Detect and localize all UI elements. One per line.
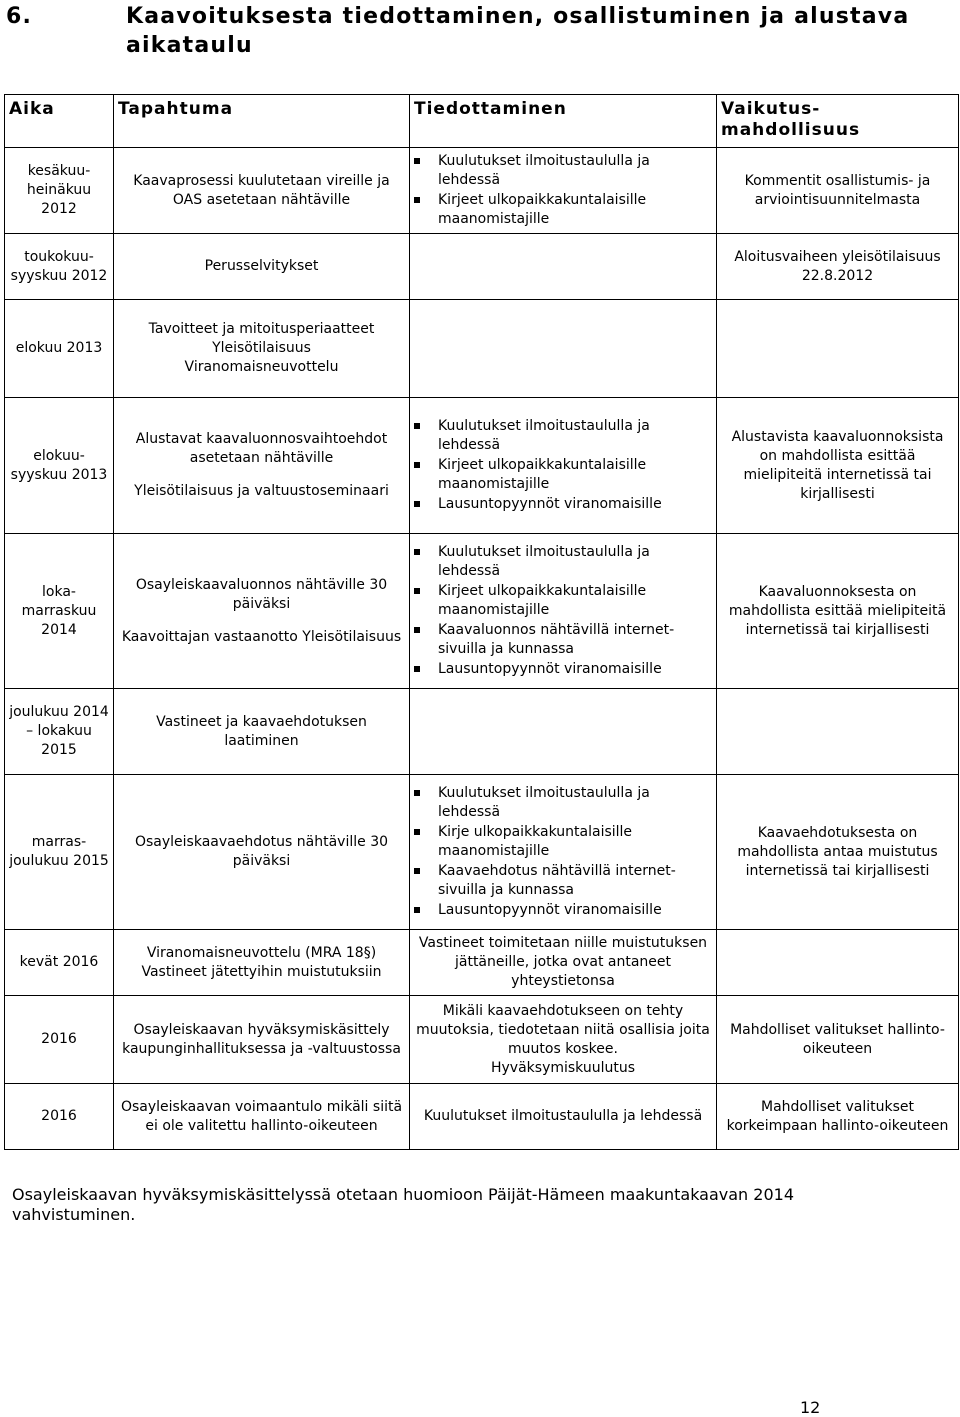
table-row xyxy=(5,300,959,398)
event-cell xyxy=(114,930,410,996)
impact-cell: Alustavista kaavaluonnoksista on mahdollista esittää mielipiteitä internetissä tai kirjallisesti xyxy=(717,398,959,534)
event-text: Perusselvitykset xyxy=(204,258,319,274)
time-cell: elokuu 2013 xyxy=(5,300,114,398)
table-row xyxy=(5,148,959,234)
event-text: Kaavaprosessi kuulutetaan vireille ja OAS asetetaan nähtäville xyxy=(133,172,390,208)
impact-cell xyxy=(717,300,959,398)
info-item: Kuulutukset ilmoitustaululla ja lehdessä xyxy=(414,543,712,581)
time-cell: elokuu-syyskuu 2013 xyxy=(5,398,114,534)
info-item: Lausuntopyynnöt viranomaisille xyxy=(414,901,712,920)
info-item: Kaavaluonnos nähtävillä internet-sivuilla ja kunnassa xyxy=(414,621,712,659)
time-cell: 2016 xyxy=(5,1084,114,1150)
event-text: Viranomaisneuvottelu xyxy=(184,359,339,375)
info-item: Lausuntopyynnöt viranomaisille xyxy=(414,660,712,679)
section-title: Kaavoituksesta tiedottaminen, osallistuminen ja alustava aikataulu xyxy=(126,4,910,58)
footnote: Osayleiskaavan hyväksymiskäsittelyssä otetaan huomioon Päijät-Hämeen maakuntakaavan 2014 vahvistuminen. xyxy=(12,1185,794,1224)
event-text: Tavoitteet ja mitoitusperiaatteet xyxy=(148,321,375,337)
event-text: Vastineet ja kaavaehdotuksen laatiminen xyxy=(156,713,367,749)
table-row xyxy=(5,930,959,996)
info-cell xyxy=(410,148,717,234)
header-aika: Aika xyxy=(5,95,114,148)
table-row xyxy=(5,689,959,775)
event-cell xyxy=(114,534,410,689)
event-text: Yleisötilaisuus ja valtuustoseminaari xyxy=(134,483,389,499)
event-cell xyxy=(114,1084,410,1150)
info-item: Kirjeet ulkopaikkakuntalaisille maanomistajille xyxy=(414,456,712,494)
impact-cell: Kaavaehdotuksesta on mahdollista antaa muistutus internetissä tai kirjallisesti xyxy=(717,775,959,930)
table-header-row xyxy=(5,95,959,148)
event-cell xyxy=(114,234,410,300)
info-cell xyxy=(410,689,717,775)
event-text: Yleisötilaisuus xyxy=(212,340,311,356)
info-item: Kuulutukset ilmoitustaululla ja lehdessä xyxy=(414,784,712,822)
impact-cell: Mahdolliset valitukset korkeimpaan hallinto-oikeuteen xyxy=(717,1084,959,1150)
info-item: Kaavaehdotus nähtävillä internet-sivuilla ja kunnassa xyxy=(414,862,712,900)
schedule-table xyxy=(4,94,959,1150)
event-text: Alustavat kaavaluonnosvaihtoehdot asetetaan nähtäville xyxy=(135,431,388,466)
impact-cell: Kaavaluonnoksesta on mahdollista esittää mielipiteitä internetissä tai kirjallisesti xyxy=(717,534,959,689)
info-cell xyxy=(410,1084,717,1150)
info-cell xyxy=(410,234,717,300)
info-cell xyxy=(410,775,717,930)
info-cell xyxy=(410,930,717,996)
event-text: Osayleiskaavan voimaantulo mikäli siitä ei ole valitettu hallinto-oikeuteen xyxy=(120,1098,403,1134)
time-cell: kevät 2016 xyxy=(5,930,114,996)
table-row xyxy=(5,1084,959,1150)
info-item: Kirjeet ulkopaikkakuntalaisille maanomistajille xyxy=(414,191,712,229)
info-cell xyxy=(410,398,717,534)
page-number: 12 xyxy=(800,1398,821,1417)
info-item: Lausuntopyynnöt viranomaisille xyxy=(414,495,712,514)
event-cell xyxy=(114,689,410,775)
info-text: Kuulutukset ilmoitustaululla ja lehdessä xyxy=(423,1108,703,1124)
info-cell xyxy=(410,996,717,1084)
impact-cell: Aloitusvaiheen yleisötilaisuus 22.8.2012 xyxy=(717,234,959,300)
time-cell: 2016 xyxy=(5,996,114,1084)
info-item: Kirje ulkopaikkakuntalaisille maanomistajille xyxy=(414,823,712,861)
event-cell xyxy=(114,398,410,534)
table-row xyxy=(5,234,959,300)
header-tapahtuma: Tapahtuma xyxy=(114,95,410,148)
event-text: Viranomaisneuvottelu (MRA 18§) Vastineet jätettyihin muistutuksiin xyxy=(141,944,382,980)
info-text: Mikäli kaavaehdotukseen on tehty muutoksia, tiedotetaan niitä osallisia joita muutos koskee. xyxy=(416,1002,710,1057)
info-item: Kirjeet ulkopaikkakuntalaisille maanomistajille xyxy=(414,582,712,620)
event-text: Kaavoittajan vastaanotto Yleisötilaisuus xyxy=(121,628,402,645)
event-cell xyxy=(114,148,410,234)
event-cell xyxy=(114,996,410,1084)
table-row xyxy=(5,996,959,1084)
info-cell xyxy=(410,534,717,689)
table-row xyxy=(5,398,959,534)
info-cell xyxy=(410,300,717,398)
info-text: Vastineet toimitetaan niille muistutuksen jättäneille, jotka ovat antaneet yhteystietonsa xyxy=(418,935,708,989)
table-row xyxy=(5,534,959,689)
event-text: Osayleiskaavaehdotus nähtäville 30 päiväksi xyxy=(134,834,389,869)
event-cell xyxy=(114,300,410,398)
time-cell: marras-joulukuu 2015 xyxy=(5,775,114,930)
time-cell: loka-marraskuu 2014 xyxy=(5,534,114,689)
header-tiedottaminen: Tiedottaminen xyxy=(410,95,717,148)
info-item: Kuulutukset ilmoitustaululla ja lehdessä xyxy=(414,152,712,190)
event-text: Osayleiskaavaluonnos nähtäville 30 päiväksi xyxy=(135,576,388,612)
table-row xyxy=(5,775,959,930)
event-cell xyxy=(114,775,410,930)
header-vaikutusmahdollisuus: Vaikutus-mahdollisuus xyxy=(717,95,959,148)
event-text: Osayleiskaavan hyväksymiskäsittely kaupunginhallituksessa ja -valtuustossa xyxy=(122,1021,401,1057)
impact-cell: Kommentit osallistumis- ja arviointisuunnitelmasta xyxy=(717,148,959,234)
info-item: Kuulutukset ilmoitustaululla ja lehdessä xyxy=(414,417,712,455)
time-cell: joulukuu 2014 – lokakuu 2015 xyxy=(5,689,114,775)
impact-cell: Mahdolliset valitukset hallinto-oikeuteen xyxy=(717,996,959,1084)
info-text: Hyväksymiskuulutus xyxy=(490,1059,636,1076)
time-cell: toukokuu-syyskuu 2012 xyxy=(5,234,114,300)
impact-cell xyxy=(717,930,959,996)
impact-cell xyxy=(717,689,959,775)
time-cell: kesäkuu-heinäkuu 2012 xyxy=(5,148,114,234)
section-number: 6. xyxy=(6,4,33,29)
